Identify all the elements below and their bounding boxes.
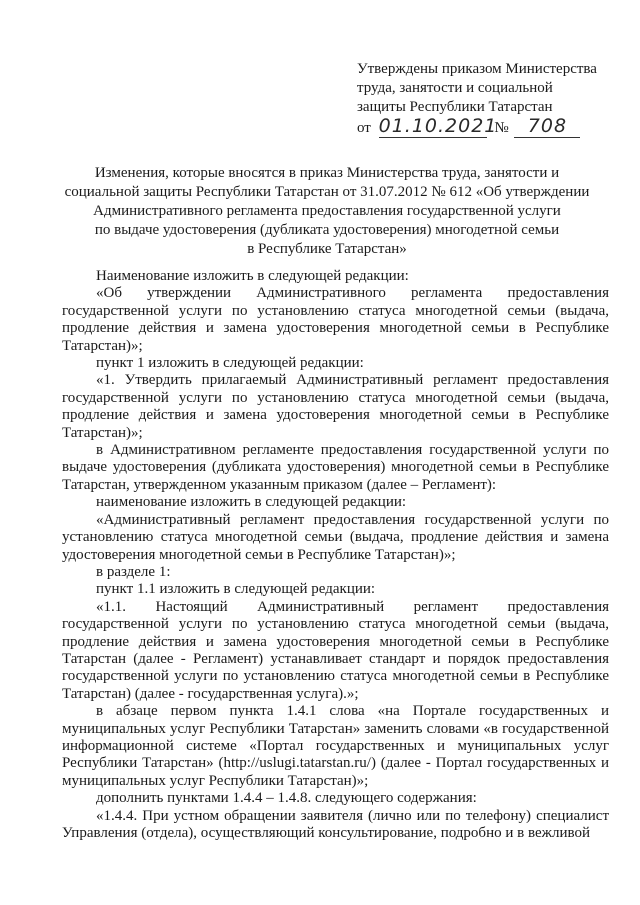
title-line: Изменения, которые вносятся в приказ Министерства труда, занятости и	[94, 165, 560, 181]
approval-line: защиты Республики Татарстан	[357, 99, 553, 115]
body-paragraph: Наименование изложить в следующей редакции:	[96, 268, 409, 284]
body-paragraph: пункт 1 изложить в следующей редакции:	[96, 355, 364, 372]
title-line: социальной защиты Республики Татарстан от 31.07.2012 № 612 «Об утверждении	[64, 184, 590, 200]
body-paragraph: в абзаце первом пункта 1.4.1 слова «на Портале государственных и муниципальных услуг Республики Татарстан» заменить словами «в государственной информационной системе «Портал государственных и муниципальных услуг Республики Татарстан» (http://uslugi.tatarstan.ru/) (далее - Портал государственных и муниципальных услуг Республики Татарстан)»;	[62, 703, 609, 789]
body-paragraph: «1.4.4. При устном обращении заявителя (лично или по телефону) специалист Управления (отдела), осуществляющий консультирование, подробно и в вежливой	[62, 807, 609, 841]
number-label: №	[494, 120, 509, 136]
title-line: Административного регламента предоставления государственной услуги	[93, 203, 561, 219]
body-paragraph: наименование изложить в следующей редакции:	[96, 494, 407, 511]
body-paragraph: в Административном регламенте предоставления государственной услуги по выдаче удостоверения (дубликата удостоверения) многодетной семьи в Республике Татарстан, утвержденном указанным приказом (далее – Регламент):	[62, 442, 609, 493]
body-paragraph: «1.1. Настоящий Административный регламент предоставления государственной услуги по установлению статуса многодетной семьи (выдача, продление действия и замена удостоверения многодетной семьи в Республике Татарстан (далее - Регламент) устанавливает стандарт и порядок предоставления государственной услуги по установлению статуса многодетной семьи в Республике Татарстан) (далее - государственная услуга).»;	[62, 598, 609, 702]
approval-line: труда, занятости и социальной	[357, 80, 553, 96]
title-line: по выдаче удостоверения (дубликата удостоверения) многодетной семьи	[94, 222, 560, 238]
handwritten-date: 01.10.2021	[378, 115, 498, 137]
handwritten-number: 708	[514, 117, 580, 138]
from-label: от	[357, 120, 371, 136]
body-paragraph: «Об утверждении Административного регламента предоставления государственной услуги по установлению статуса многодетной семьи (выдача, продление действия и замена удостоверения многодетной семьи в Республике Татарстан)»;	[62, 285, 609, 354]
title-line: в Республике Татарстан»	[247, 241, 407, 257]
body-paragraph: дополнить пунктами 1.4.4 – 1.4.8. следующего содержания:	[96, 790, 477, 807]
body-paragraph: «Административный регламент предоставления государственной услуги по установлению статуса многодетной семьи (выдача, продление действия и замена удостоверения многодетной семьи в Республике Татарстан)»;	[62, 511, 609, 563]
document-title	[62, 164, 592, 259]
approval-stamp	[357, 60, 627, 139]
body-paragraph: пункт 1.1 изложить в следующей редакции:	[96, 581, 376, 598]
body-paragraph: «1. Утвердить прилагаемый Административный регламент предоставления государственной услуги по установлению статуса многодетной семьи (выдача, продление действия и замена удостоверения многодетной семьи в Республике Татарстан)»;	[62, 372, 609, 441]
body-paragraph: в разделе 1:	[96, 563, 171, 580]
approval-line: Утверждены приказом Министерства	[357, 61, 597, 77]
document-body	[62, 268, 609, 842]
approval-date-line	[357, 117, 627, 139]
